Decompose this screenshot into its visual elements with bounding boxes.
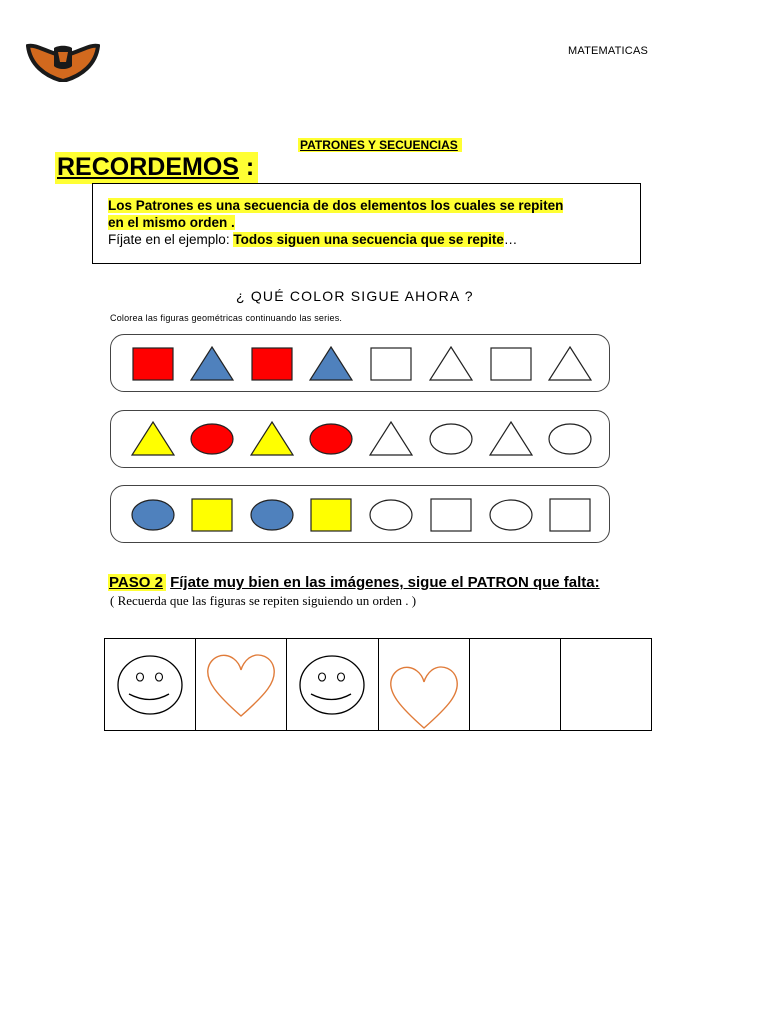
recordemos-colon: : [245, 153, 255, 181]
recordemos-label: RECORDEMOS [57, 153, 239, 181]
row-2-triangle-5 [370, 422, 412, 455]
definition-line-1: Los Patrones es una secuencia de dos elementos los cuales se repiten [108, 198, 564, 213]
paso2-note: ( Recuerda que las figuras se repiten siguiendo un orden . ) [110, 593, 417, 608]
row-3-circle-3 [251, 500, 293, 530]
row-1-triangle-6 [430, 347, 472, 380]
row-1-square-5 [371, 348, 411, 380]
smiley-face-icon [287, 639, 378, 730]
row-1-square-1 [133, 348, 173, 380]
row-3-square-4 [311, 499, 351, 531]
pattern-cell-3 [287, 639, 378, 730]
pattern-cell-2 [196, 639, 287, 730]
pattern-table [104, 638, 652, 731]
row-2-triangle-3 [251, 422, 293, 455]
row-3-square-2 [192, 499, 232, 531]
row-2-circle-4 [310, 424, 352, 454]
pattern-cell-6[interactable] [561, 639, 651, 730]
definition-line-2: en el mismo orden . [108, 215, 235, 230]
heart-icon [379, 639, 470, 730]
row-3-circle-7 [490, 500, 532, 530]
definition-ellipsis: … [503, 232, 518, 247]
row-2-circle-8 [549, 424, 591, 454]
smiley-face-icon [105, 639, 196, 730]
exercise-instruction: Colorea las figuras geométricas continuando las series. [110, 313, 343, 323]
row-1-triangle-4 [310, 347, 352, 380]
definition-example-highlight: Todos siguen una secuencia que se repite [233, 232, 504, 247]
row-3-square-6 [431, 499, 471, 531]
row-3-circle-1 [132, 500, 174, 530]
paso2-text: Fíjate muy bien en las imágenes, sigue el PATRON que falta: [170, 574, 600, 591]
row-1-triangle-2 [191, 347, 233, 380]
heart-icon [196, 639, 287, 730]
row-2-triangle-7 [490, 422, 532, 455]
row-1-square-7 [491, 348, 531, 380]
page-title: PATRONES Y SECUENCIAS [298, 138, 462, 152]
exercise-title: ¿ QUÉ COLOR SIGUE AHORA ? [236, 288, 474, 304]
definition-example-prefix: Fíjate en el ejemplo: [108, 232, 230, 247]
row-1-triangle-8 [549, 347, 591, 380]
paso2-heading [108, 574, 600, 591]
row-3-square-8 [550, 499, 590, 531]
pattern-cell-1 [105, 639, 196, 730]
pattern-cell-5[interactable] [470, 639, 561, 730]
paso2-step: PASO 2 [108, 574, 166, 591]
row-3-circle-5 [370, 500, 412, 530]
pattern-cell-4 [379, 639, 470, 730]
header-subject: MATEMATICAS [568, 45, 649, 57]
row-2-circle-6 [430, 424, 472, 454]
row-2-circle-2 [191, 424, 233, 454]
row-1-square-3 [252, 348, 292, 380]
row-2-triangle-1 [132, 422, 174, 455]
